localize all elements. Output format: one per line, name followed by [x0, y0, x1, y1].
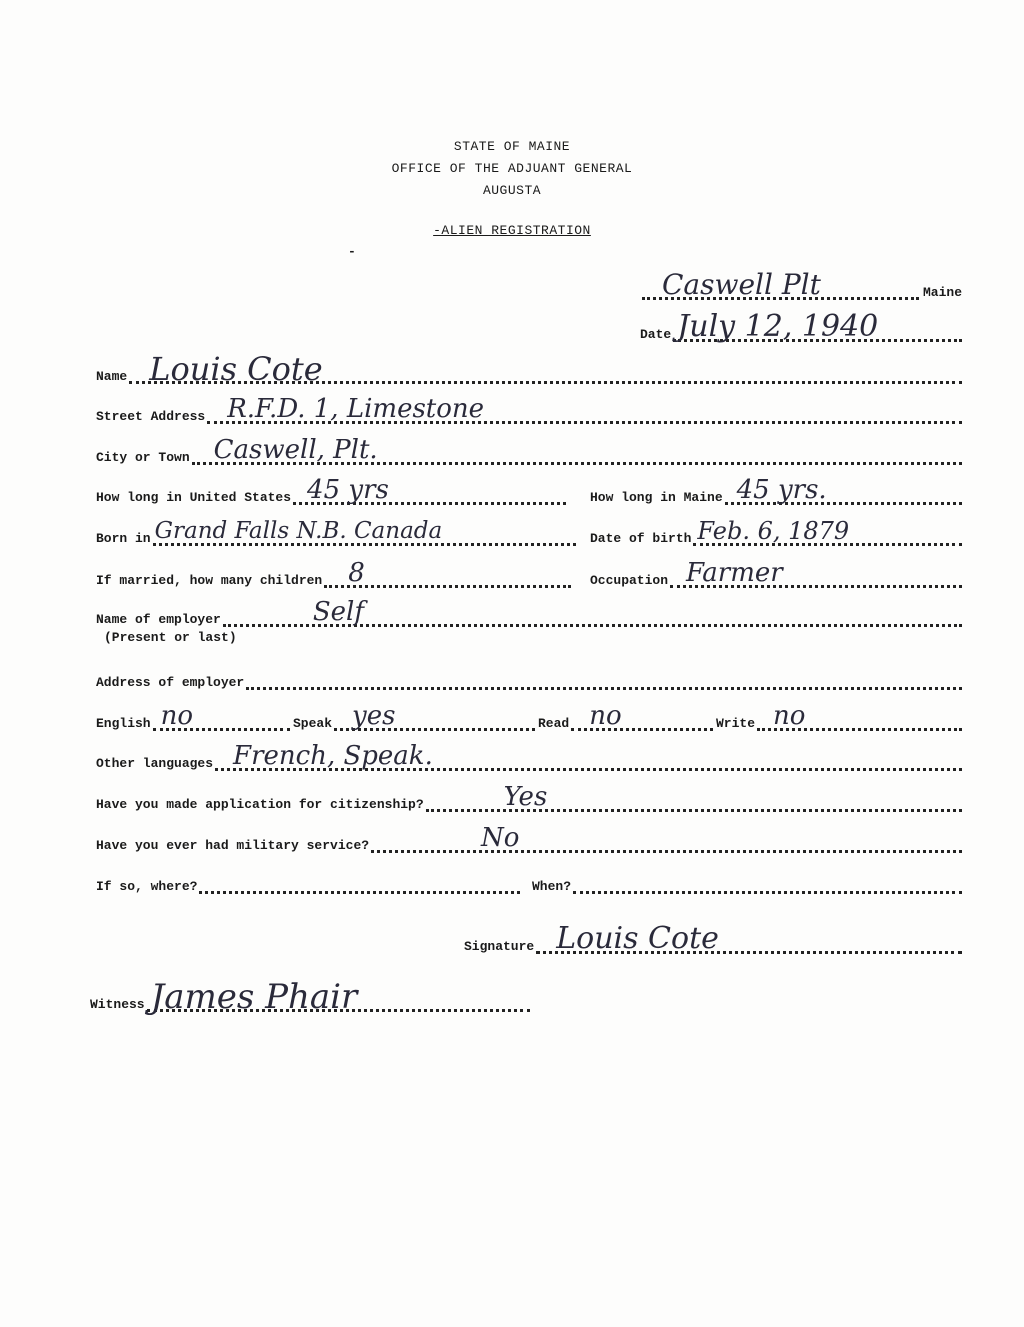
write-row [716, 701, 962, 731]
born-row [96, 518, 576, 546]
signature-value: Louis Cote [556, 921, 719, 956]
english-field[interactable] [153, 701, 290, 731]
dob-value: Feb. 6, 1879 [697, 517, 850, 545]
speak-field[interactable] [334, 701, 535, 731]
read-field[interactable] [571, 701, 713, 731]
title-dash: - [348, 244, 356, 259]
military-label: Have you ever had military service? [96, 838, 370, 853]
born-value: Grand Falls N.B. Canada [154, 518, 443, 544]
employer-address-label: Address of employer [96, 675, 245, 690]
date-label: Date [640, 327, 672, 342]
signature-label: Signature [464, 939, 535, 954]
street-label: Street Address [96, 409, 206, 424]
when-label: When? [532, 879, 572, 894]
maine-years-value: 45 yrs. [736, 475, 827, 505]
children-row [96, 558, 571, 588]
children-value: 8 [348, 558, 365, 588]
witness-label: Witness [90, 997, 145, 1012]
date-row [640, 309, 962, 344]
us-years-field[interactable] [293, 475, 566, 505]
city-label: City or Town [96, 450, 190, 465]
children-field[interactable] [324, 558, 571, 588]
name-row [96, 350, 962, 388]
citizenship-label: Have you made application for citizenship? [96, 797, 424, 812]
english-value: no [160, 701, 194, 731]
location-row [640, 268, 962, 301]
employer-address-row [96, 668, 962, 690]
dob-label: Date of birth [590, 531, 692, 546]
when-row [532, 872, 962, 894]
dob-row [590, 517, 962, 546]
us-years-row [96, 475, 566, 505]
maine-years-field[interactable] [725, 475, 962, 505]
header-city: AUGUSTA [482, 183, 542, 198]
other-languages-field[interactable] [215, 741, 962, 771]
street-field[interactable] [207, 394, 962, 424]
citizenship-value: Yes [503, 782, 548, 812]
military-value: No [481, 823, 520, 853]
read-value: no [589, 701, 622, 731]
employer-address-field[interactable] [246, 667, 962, 690]
name-field[interactable] [129, 350, 962, 388]
speak-row [293, 701, 535, 731]
speak-label: Speak [293, 716, 333, 731]
city-row [96, 435, 962, 465]
us-years-label: How long in United States [96, 490, 292, 505]
read-row [538, 701, 713, 731]
name-label: Name [96, 369, 128, 384]
born-field[interactable] [153, 518, 576, 546]
header-office: OFFICE OF THE ADJUANT GENERAL [391, 161, 633, 176]
date-value: July 12, 1940 [677, 309, 879, 344]
write-label: Write [716, 716, 756, 731]
street-value: R.F.D. 1, Limestone [227, 394, 485, 424]
signature-field[interactable] [536, 921, 962, 956]
date-field[interactable] [673, 309, 962, 344]
signature-row [464, 921, 962, 956]
name-value: Louis Cote [149, 350, 323, 388]
maine-years-row [590, 475, 962, 505]
us-years-value: 45 yrs [307, 475, 389, 505]
write-field[interactable] [757, 701, 962, 731]
street-row [96, 394, 962, 424]
header-state: STATE OF MAINE [453, 139, 571, 154]
location-field[interactable] [642, 268, 919, 301]
witness-field[interactable] [147, 977, 530, 1017]
occupation-row [590, 558, 962, 588]
speak-value: yes [352, 701, 396, 731]
employer-value: Self [312, 597, 364, 627]
write-value: no [773, 701, 806, 731]
read-label: Read [538, 716, 570, 731]
where-row [96, 872, 520, 894]
witness-row [90, 977, 530, 1017]
dob-field[interactable] [693, 517, 962, 546]
citizenship-row [96, 782, 962, 812]
military-field[interactable] [371, 823, 962, 853]
where-label: If so, where? [96, 879, 198, 894]
born-label: Born in [96, 531, 151, 546]
witness-value: James Phair [150, 977, 358, 1017]
english-label: English [96, 716, 151, 731]
children-label: If married, how many children [96, 573, 323, 588]
occupation-value: Farmer [686, 558, 783, 588]
english-row [96, 701, 290, 731]
maine-years-label: How long in Maine [590, 490, 723, 505]
location-suffix: Maine [922, 285, 962, 300]
occupation-field[interactable] [670, 558, 962, 588]
city-field[interactable] [192, 435, 962, 465]
citizenship-field[interactable] [426, 782, 962, 812]
location-value: Caswell Plt [662, 268, 821, 301]
city-value: Caswell, Plt. [213, 435, 378, 465]
occupation-label: Occupation [590, 573, 669, 588]
employer-row [96, 597, 962, 627]
employer-label: Name of employer [96, 612, 221, 627]
other-languages-label: Other languages [96, 756, 214, 771]
when-field[interactable] [573, 871, 962, 894]
military-row [96, 823, 962, 853]
employer-field[interactable] [223, 597, 962, 627]
other-languages-row [96, 741, 962, 771]
where-field[interactable] [199, 871, 520, 894]
form-title: -ALIEN REGISTRATION [433, 223, 591, 238]
other-languages-value: French, Speak. [233, 741, 433, 771]
employer-sublabel: (Present or last) [104, 630, 237, 645]
